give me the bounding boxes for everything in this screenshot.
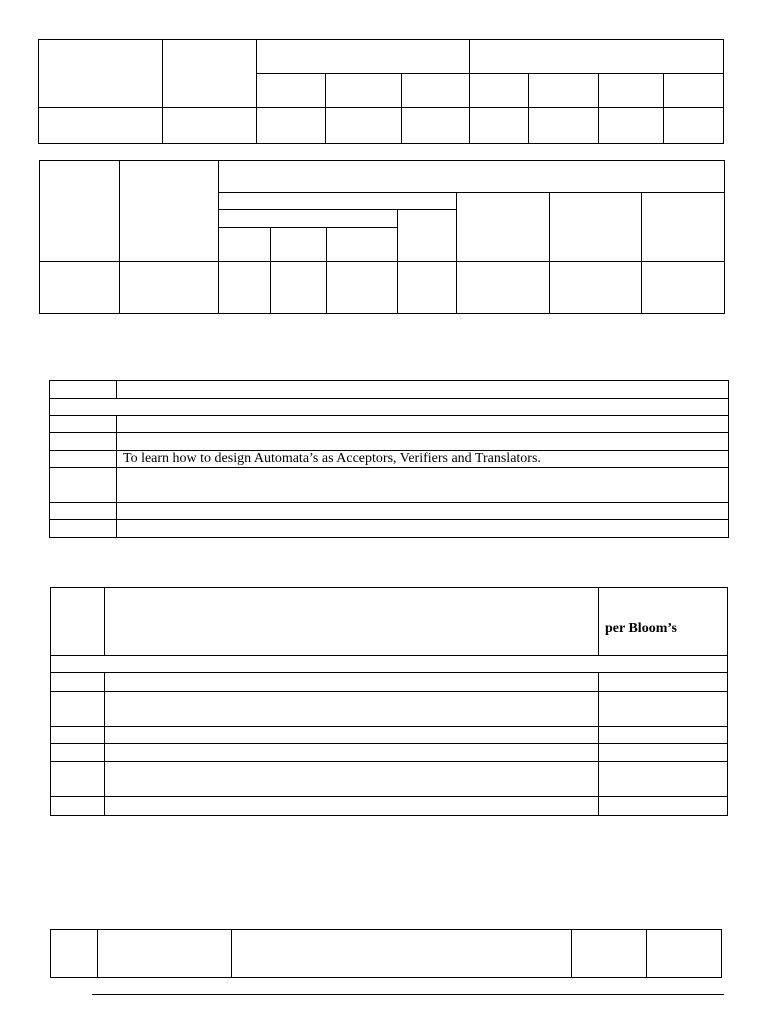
cell — [50, 399, 729, 416]
cell — [398, 262, 457, 314]
cell — [599, 108, 664, 144]
cell — [402, 74, 470, 108]
cell — [271, 228, 327, 262]
cell — [219, 228, 271, 262]
cell — [39, 40, 163, 108]
cell — [51, 762, 105, 797]
cell — [457, 193, 550, 262]
cell — [51, 727, 105, 744]
cell — [219, 193, 457, 210]
cell — [257, 108, 326, 144]
cell — [327, 228, 398, 262]
cell — [117, 503, 729, 520]
cell — [117, 468, 729, 503]
objectives-table — [49, 380, 729, 538]
cell — [470, 74, 529, 108]
cell — [550, 193, 642, 262]
cell — [599, 797, 728, 816]
cell — [51, 797, 105, 816]
cell — [105, 762, 599, 797]
cell — [51, 673, 105, 692]
cell — [51, 588, 105, 656]
cell — [599, 673, 728, 692]
cell — [664, 74, 724, 108]
cell — [550, 262, 642, 314]
cell — [219, 262, 271, 314]
cell — [120, 262, 219, 314]
cell — [51, 930, 98, 978]
cell — [642, 262, 725, 314]
cell — [572, 930, 647, 978]
cell — [39, 108, 163, 144]
cell — [398, 210, 457, 262]
cell — [51, 692, 105, 727]
cell — [257, 74, 326, 108]
cell — [599, 727, 728, 744]
cell — [51, 744, 105, 762]
cell — [599, 762, 728, 797]
cell — [599, 744, 728, 762]
cell — [642, 193, 725, 262]
cell — [50, 433, 117, 451]
cell — [529, 108, 599, 144]
cell — [120, 161, 219, 262]
cell — [647, 930, 722, 978]
cell — [470, 40, 724, 74]
cell — [326, 74, 402, 108]
cell — [50, 503, 117, 520]
evaluation-table — [39, 160, 725, 314]
cell — [219, 161, 725, 193]
cell — [50, 520, 117, 538]
cell — [599, 74, 664, 108]
cell — [117, 433, 729, 451]
cell — [271, 262, 327, 314]
cell — [50, 451, 117, 468]
cell — [117, 416, 729, 433]
cell — [326, 108, 402, 144]
cell — [599, 692, 728, 727]
cell — [105, 588, 599, 656]
cell — [529, 74, 599, 108]
cell — [50, 381, 117, 399]
cell — [664, 108, 724, 144]
scheme-table — [38, 39, 724, 144]
objective-text: To learn how to design Automata’s as Acceptors, Verifiers and Translators. — [117, 451, 729, 468]
cell — [105, 673, 599, 692]
cell — [327, 262, 398, 314]
cell — [402, 108, 470, 144]
cell — [257, 40, 470, 74]
cell — [105, 797, 599, 816]
cell — [232, 930, 572, 978]
cell — [105, 692, 599, 727]
outcomes-table — [50, 587, 728, 816]
cell — [117, 520, 729, 538]
cell — [51, 656, 728, 673]
cell — [50, 468, 117, 503]
cell — [163, 108, 257, 144]
cell — [98, 930, 232, 978]
bloom-header: per Bloom’s — [599, 588, 728, 656]
cell — [163, 40, 257, 108]
footer-rule — [92, 994, 724, 995]
cell — [457, 262, 550, 314]
bottom-table — [50, 929, 722, 978]
cell — [105, 727, 599, 744]
cell — [219, 210, 398, 228]
cell — [50, 416, 117, 433]
cell — [40, 161, 120, 262]
cell — [470, 108, 529, 144]
cell — [40, 262, 120, 314]
cell — [105, 744, 599, 762]
cell — [117, 381, 729, 399]
